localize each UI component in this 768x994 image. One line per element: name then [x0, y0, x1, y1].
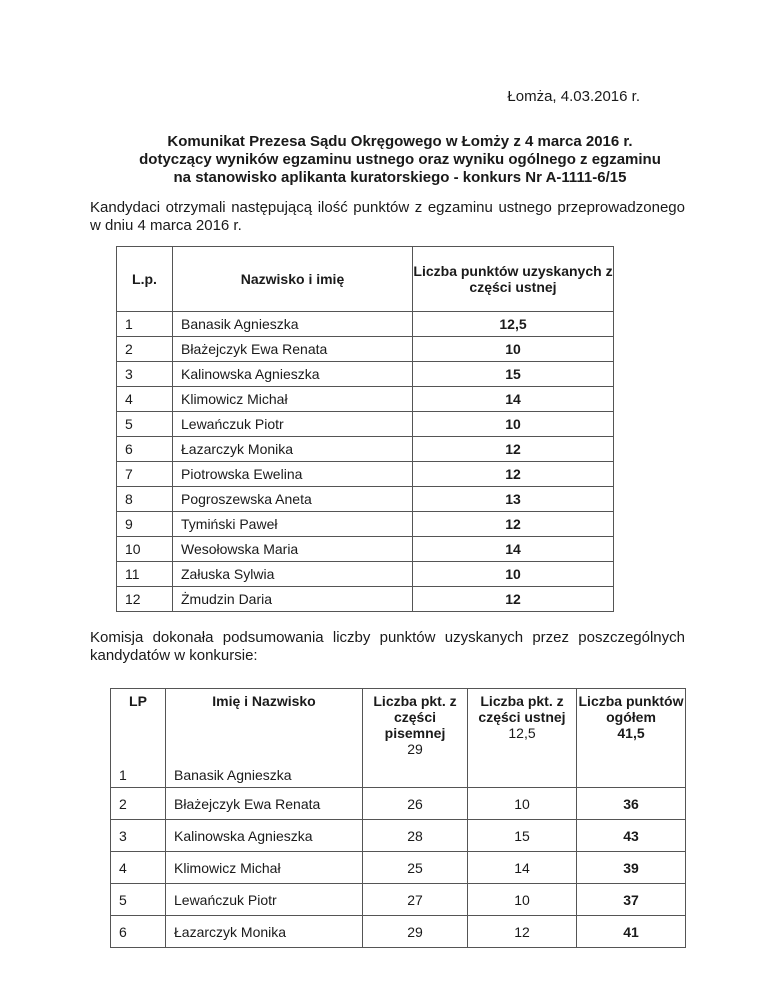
cell-name: Łazarczyk Monika	[173, 437, 413, 462]
cell-oral: 12	[468, 916, 577, 948]
header-oral	[468, 689, 577, 764]
cell-points: 14	[413, 537, 614, 562]
cell-lp: 9	[117, 512, 173, 537]
cell-lp: 7	[117, 462, 173, 487]
summary-results-table	[110, 688, 686, 948]
table-row	[117, 412, 614, 437]
header-total	[577, 689, 686, 764]
cell-name: Lewańczuk Piotr	[173, 412, 413, 437]
table-row	[111, 788, 686, 820]
table-row	[111, 916, 686, 948]
cell-points: 12	[413, 587, 614, 612]
cell-points: 12	[413, 512, 614, 537]
header-lp: LP	[111, 689, 166, 764]
cell-written: 28	[363, 820, 468, 852]
cell-lp: 4	[117, 387, 173, 412]
cell-points: 15	[413, 362, 614, 387]
cell-points: 10	[413, 337, 614, 362]
cell-lp: 10	[117, 537, 173, 562]
cell-name: Banasik Agnieszka	[173, 312, 413, 337]
cell-name: Tymiński Paweł	[173, 512, 413, 537]
cell-written: 25	[363, 852, 468, 884]
table-row	[117, 312, 614, 337]
cell-written: 26	[363, 788, 468, 820]
cell-lp: 6	[111, 916, 166, 948]
table-row	[111, 820, 686, 852]
cell-lp: 5	[111, 884, 166, 916]
cell-total: 41,5	[617, 725, 645, 741]
header-oral-label: Liczba pkt. z części ustnej	[478, 693, 566, 725]
cell-oral: 10	[468, 788, 577, 820]
header-total-label: Liczba punktów ogółem	[578, 693, 684, 725]
cell-lp: 5	[117, 412, 173, 437]
cell-spacer	[468, 763, 577, 788]
table-row	[117, 562, 614, 587]
cell-lp: 11	[117, 562, 173, 587]
cell-name: Klimowicz Michał	[173, 387, 413, 412]
title-line-3: na stanowisko aplikanta kuratorskiego - konkurs Nr A-1111-6/15	[173, 169, 627, 186]
cell-lp: 2	[117, 337, 173, 362]
cell-name: Pogroszewska Aneta	[173, 487, 413, 512]
table-row	[117, 437, 614, 462]
cell-name: Kalinowska Agnieszka	[166, 820, 363, 852]
table-row	[117, 337, 614, 362]
cell-lp: 3	[117, 362, 173, 387]
cell-name: Banasik Agnieszka	[166, 763, 363, 788]
cell-points: 14	[413, 387, 614, 412]
title-line-2: dotyczący wyników egzaminu ustnego oraz wyniku ogólnego z egzaminu	[139, 151, 661, 168]
cell-name: Lewańczuk Piotr	[166, 884, 363, 916]
cell-lp: 12	[117, 587, 173, 612]
cell-written: 29	[407, 741, 423, 757]
table-row	[111, 884, 686, 916]
document-date: Łomża, 4.03.2016 r.	[507, 88, 640, 105]
cell-lp: 1	[117, 312, 173, 337]
intro-paragraph-1: Kandydaci otrzymali następującą ilość punktów z egzaminu ustnego przeprowadzonego w dniu 4 marca 2016 r.	[90, 199, 685, 234]
table-header-row	[117, 247, 614, 312]
table-row	[117, 387, 614, 412]
cell-points: 10	[413, 562, 614, 587]
cell-total: 39	[577, 852, 686, 884]
header-lp: L.p.	[117, 247, 173, 312]
oral-results-table	[116, 246, 614, 612]
cell-lp: 6	[117, 437, 173, 462]
cell-name: Kalinowska Agnieszka	[173, 362, 413, 387]
cell-name: Wesołowska Maria	[173, 537, 413, 562]
table-row	[117, 512, 614, 537]
cell-name: Piotrowska Ewelina	[173, 462, 413, 487]
table-row	[117, 462, 614, 487]
cell-lp: 2	[111, 788, 166, 820]
cell-total: 41	[577, 916, 686, 948]
cell-oral: 10	[468, 884, 577, 916]
cell-oral: 15	[468, 820, 577, 852]
table-header-row	[111, 689, 686, 764]
table-row	[117, 537, 614, 562]
table-row	[117, 362, 614, 387]
cell-name: Żmudzin Daria	[173, 587, 413, 612]
cell-total: 36	[577, 788, 686, 820]
cell-lp: 8	[117, 487, 173, 512]
cell-lp: 1	[111, 763, 166, 788]
cell-spacer	[577, 763, 686, 788]
cell-points: 10	[413, 412, 614, 437]
table-row	[111, 763, 686, 788]
document-title	[60, 133, 740, 187]
cell-total: 37	[577, 884, 686, 916]
cell-name: Załuska Sylwia	[173, 562, 413, 587]
header-name: Nazwisko i imię	[173, 247, 413, 312]
table-row	[117, 487, 614, 512]
cell-lp: 3	[111, 820, 166, 852]
header-written-label: Liczba pkt. z części pisemnej	[373, 693, 457, 741]
table-row	[111, 852, 686, 884]
cell-spacer	[363, 763, 468, 788]
cell-points: 12,5	[413, 312, 614, 337]
header-written	[363, 689, 468, 764]
cell-points: 13	[413, 487, 614, 512]
cell-points: 12	[413, 462, 614, 487]
cell-written: 29	[363, 916, 468, 948]
cell-name: Błażejczyk Ewa Renata	[173, 337, 413, 362]
intro-paragraph-2: Komisja dokonała podsumowania liczby punktów uzyskanych przez poszczególnych kandydatów w konkursie:	[90, 629, 685, 664]
cell-lp: 4	[111, 852, 166, 884]
cell-total: 43	[577, 820, 686, 852]
cell-points: 12	[413, 437, 614, 462]
cell-oral: 14	[468, 852, 577, 884]
cell-written: 27	[363, 884, 468, 916]
header-points: Liczba punktów uzyskanych z części ustnej	[413, 247, 614, 312]
cell-oral: 12,5	[508, 725, 536, 741]
cell-name: Łazarczyk Monika	[166, 916, 363, 948]
cell-name: Błażejczyk Ewa Renata	[166, 788, 363, 820]
cell-name: Klimowicz Michał	[166, 852, 363, 884]
header-name: Imię i Nazwisko	[166, 689, 363, 764]
title-line-1: Komunikat Prezesa Sądu Okręgowego w Łomży z 4 marca 2016 r.	[167, 133, 633, 150]
table-row	[117, 587, 614, 612]
